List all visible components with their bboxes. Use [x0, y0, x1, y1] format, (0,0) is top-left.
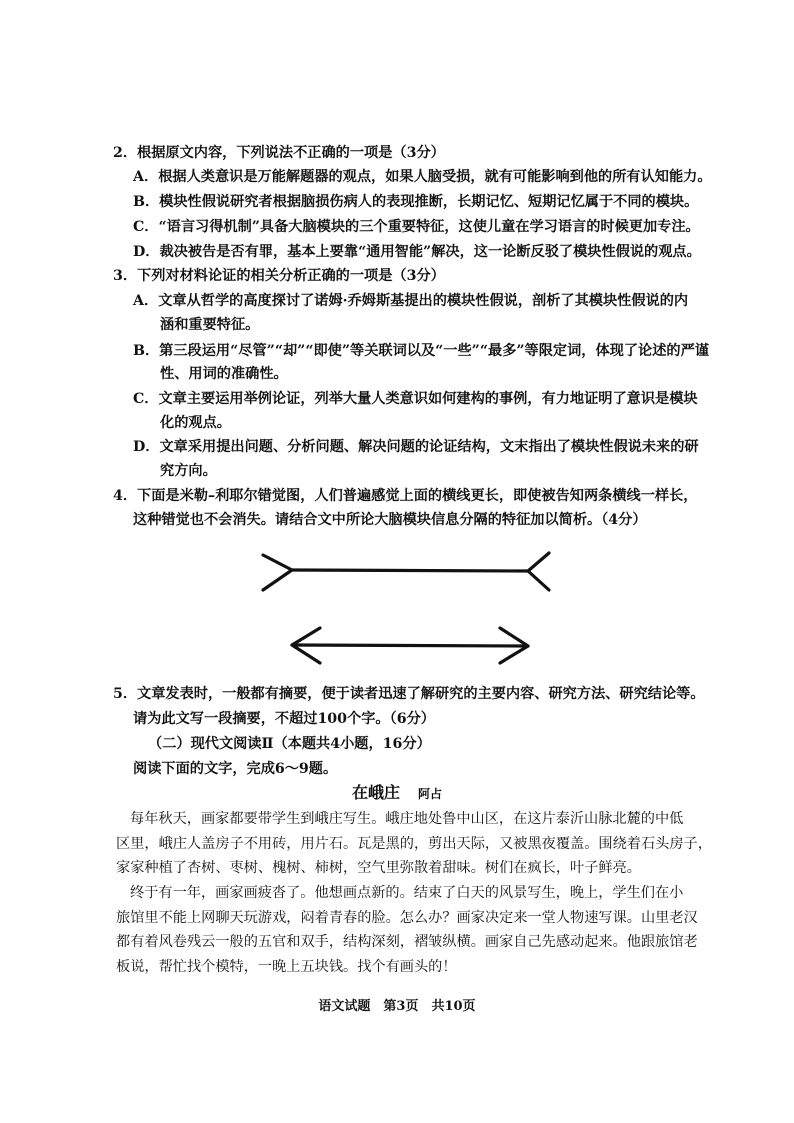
question-3-option-c-cont: 化的观点。	[160, 415, 231, 431]
story-author: 阿占	[418, 787, 443, 801]
story-title-line	[0, 783, 794, 804]
section-2-heading: （二）现代文阅读Ⅱ（本题共4小题，16分）	[148, 736, 431, 752]
story-line-6: 都有着风卷残云一般的五官和双手，结构深刻，褶皱纵横。画家自己先感动起来。他跟旅馆老	[116, 934, 698, 950]
question-5-line-2: 请为此文写一段摘要，不超过100个字。（6分）	[133, 711, 435, 727]
question-3-option-d-cont: 究方向。	[160, 463, 217, 479]
page-footer: 语文试题 第3页 共10页	[318, 999, 476, 1014]
question-4-line-1: 4．下面是米勒–利耶尔错觉图，人们普遍感觉上面的横线更长，即使被告知两条横线一样长，	[113, 488, 698, 504]
story-line-7: 板说，帮忙找个模特，一晚上五块钱。找个有画头的！	[116, 959, 457, 975]
question-5-line-1: 5．文章发表时，一般都有摘要，便于读者迅速了解研究的主要内容、研究方法、研究结论等。	[113, 686, 705, 702]
question-3-option-d: D．文章采用提出问题、分析问题、解决问题的论证结构，文末指出了模块性假说未来的研	[133, 439, 699, 455]
question-3-option-b-cont: 性、用词的准确性。	[160, 366, 288, 382]
question-3-stem: 3．下列对材料论证的相关分析正确的一项是（3分）	[113, 268, 445, 284]
question-4-line-2: 这种错觉也不会消失。请结合文中所论大脑模块信息分隔的特征加以简析。（4分）	[133, 512, 647, 528]
question-2-option-a: A．根据人类意识是万能解题器的观点，如果人脑受损，就有可能影响到他的所有认知能力。	[133, 169, 712, 185]
question-3-option-a-cont: 涵和重要特征。	[160, 317, 260, 333]
story-line-1: 每年秋天，画家都要带学生到峨庄写生。峨庄地处鲁中山区，在这片泰沂山脉北麓的中低	[130, 811, 684, 827]
question-2-option-c: C．“语言习得机制”具备大脑模块的三个重要特征，这使儿童在学习语言的时候更加专注。	[133, 219, 700, 235]
illusion-lower-line	[292, 628, 528, 663]
section-2-instruction: 阅读下面的文字，完成6～9题。	[133, 761, 338, 777]
question-3-option-c: C．文章主要运用举例论证，列举大量人类意识如何建构的事例，有力地证明了意识是模块	[133, 391, 698, 407]
question-2-stem: 2．根据原文内容，下列说法不正确的一项是（3分）	[113, 145, 445, 161]
question-3-option-a: A．文章从哲学的高度探讨了诺姆·乔姆斯基提出的模块性假说，剖析了其模块性假说的内	[133, 293, 689, 309]
question-2-option-d: D．裁决被告是否有罪，基本上要靠“通用智能”解决，这一论断反驳了模块性假说的观点。	[133, 244, 701, 260]
illusion-upper-line	[263, 553, 549, 590]
story-line-4: 终于有一年，画家画疲沓了。他想画点新的。结束了白天的风景写生，晚上，学生们在小	[130, 885, 684, 901]
story-line-2: 区里，峨庄人盖房子不用砖，用片石。瓦是黑的，剪出天际，又被黑夜覆盖。围绕着石头房子，	[116, 836, 712, 852]
question-3-option-b: B．第三段运用“尽管”“却”“即使”等关联词以及“一些”“最多”等限定词，体现了论述的严谨	[133, 343, 709, 359]
story-line-3: 家家种植了杏树、枣树、槐树、柿树，空气里弥散着甜味。树们在疯长，叶子鲜亮。	[116, 860, 641, 876]
question-2-option-b: B．模块性假说研究者根据脑损伤病人的表现推断，长期记忆、短期记忆属于不同的模块。	[133, 194, 699, 210]
story-line-5: 旅馆里不能上网聊天玩游戏，闷着青春的脸。怎么办？画家决定来一堂人物速写课。山里老汉	[116, 910, 698, 926]
story-title: 在峨庄	[351, 783, 400, 802]
